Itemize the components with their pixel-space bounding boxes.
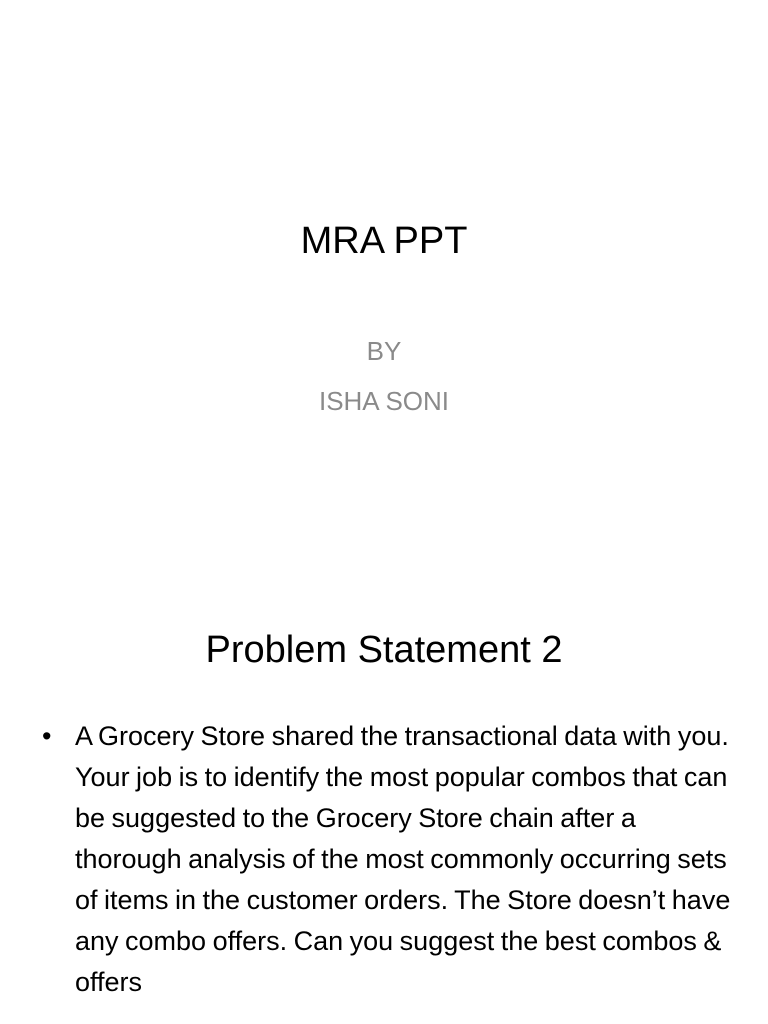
bullet-list bbox=[42, 716, 732, 1003]
subtitle-author: ISHA SONI bbox=[318, 386, 450, 416]
slide-title: Problem Statement 2 bbox=[205, 629, 563, 671]
bullet-icon: • bbox=[42, 721, 52, 751]
problem-statement-slide bbox=[0, 576, 768, 1024]
subtitle-by: BY bbox=[366, 336, 402, 366]
slide-title: MRA PPT bbox=[300, 220, 468, 262]
bullet-text: A Grocery Store shared the transactional data with you. Your job is to identify the most popular combos that can be suggested to the Grocery Store chain after a thorough analysis of the most commonly occurring sets of items in the customer orders. The Store doesn’t have any combo offers. Can you suggest the best combos & offers bbox=[75, 721, 731, 997]
list-item bbox=[42, 716, 732, 1003]
